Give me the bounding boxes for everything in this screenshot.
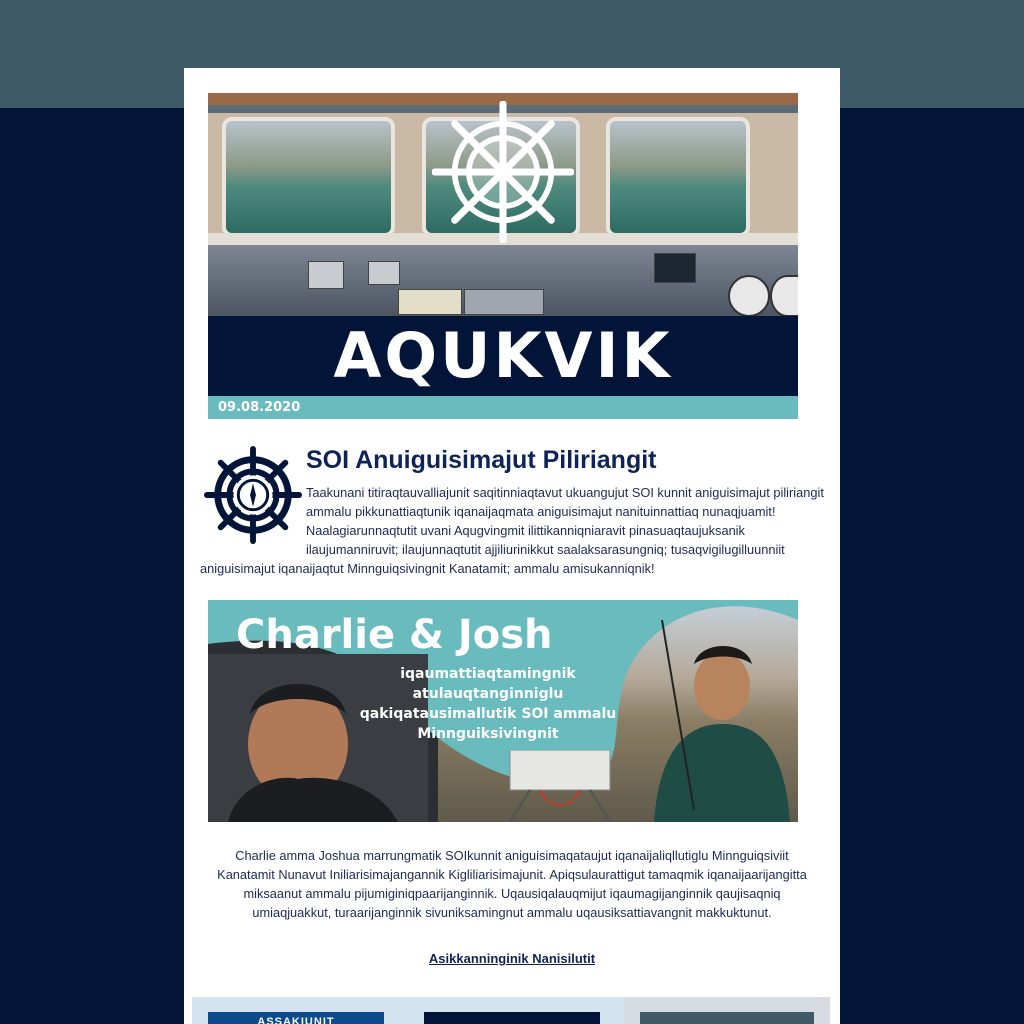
gauge-dial xyxy=(728,275,770,316)
teaser-heading: ASSAKIUNIT xyxy=(208,1012,384,1024)
teaser-card[interactable] xyxy=(400,997,624,1024)
window-left xyxy=(222,117,395,237)
masthead-title: AQUKVIK xyxy=(208,316,798,396)
hero-banner xyxy=(208,93,798,419)
console-keypad xyxy=(398,289,462,315)
teaser-card[interactable] xyxy=(192,997,400,1024)
issue-date: 09.08.2020 xyxy=(208,396,798,419)
bridge-window-photo xyxy=(208,93,798,316)
feature-paragraph: Charlie amma Joshua marrungmatik SOIkunnit aniguisimaqataujut iqanaijaliqllutiglu Minnguiqsiviit Kanatamit Nunavut Iniliarisimajangannik Kigliliarisimajunit. Apiqsulaurattigut tamaqmik iqanaijaarijangitta miksaanut ammalu pijumiginiqpaarijanginnik. Uqausiqalauqmijut iqaumagijanginnik qaujisaqniq umiaqjuakkut, turaarijanginnik sivuniksamingnut ammalu uqausiksattiavangnit makkuktunut. xyxy=(217,848,807,920)
feature-title: Charlie & Josh xyxy=(236,612,553,658)
teaser-row xyxy=(192,997,830,1024)
section-title: SOI Anuiguisimajut Piliriangit xyxy=(306,446,657,474)
read-more-link[interactable]: Asikkanninginik Nanisilutit xyxy=(428,951,596,966)
ship-wheel-icon xyxy=(432,101,574,243)
console-display xyxy=(654,253,696,283)
console-panel xyxy=(464,289,544,315)
teaser-card[interactable] xyxy=(624,997,830,1024)
intro-paragraph xyxy=(200,483,826,578)
intro-body-text: Taakunani titiraqtauvalliajunit saqitinniaqtavut ukuangujut SOI kunnit aniguisimajut piliriangit ammalu pikkunattiaqtunik iqanaijaqmata aniguisimajut nanituinnattiaq nunaqjuamit! Naalagiarunnaqtutit uvani Aqugvingmit ilittikanniqniaravit pinasuaqtaujuksanik ilaujumanniruvit; ilaujunnaqtutit ajjiliurinikkut saalaksarasungniq; tusaqvigilugilluunniit aniguisimajut iqanaijaqtut Minnguiqsivingnit Kanatamit; ammalu amisukanniqnik! xyxy=(200,485,824,576)
teaser-heading xyxy=(640,1012,814,1024)
teaser-heading xyxy=(424,1012,600,1024)
gauge-dial xyxy=(770,275,798,316)
window-right xyxy=(606,117,750,237)
console-panel xyxy=(368,261,400,285)
newsletter-card xyxy=(184,68,840,1024)
feature-banner xyxy=(208,600,798,822)
console-panel xyxy=(308,261,344,289)
data-logger-equipment xyxy=(500,750,624,822)
person-photo-josh xyxy=(614,620,798,822)
feature-subtitle: iqaumattiaqtamingnik atulauqtanginniglu qakiqatausimallutik SOI ammalu Minnguiksivingnit xyxy=(359,666,617,742)
